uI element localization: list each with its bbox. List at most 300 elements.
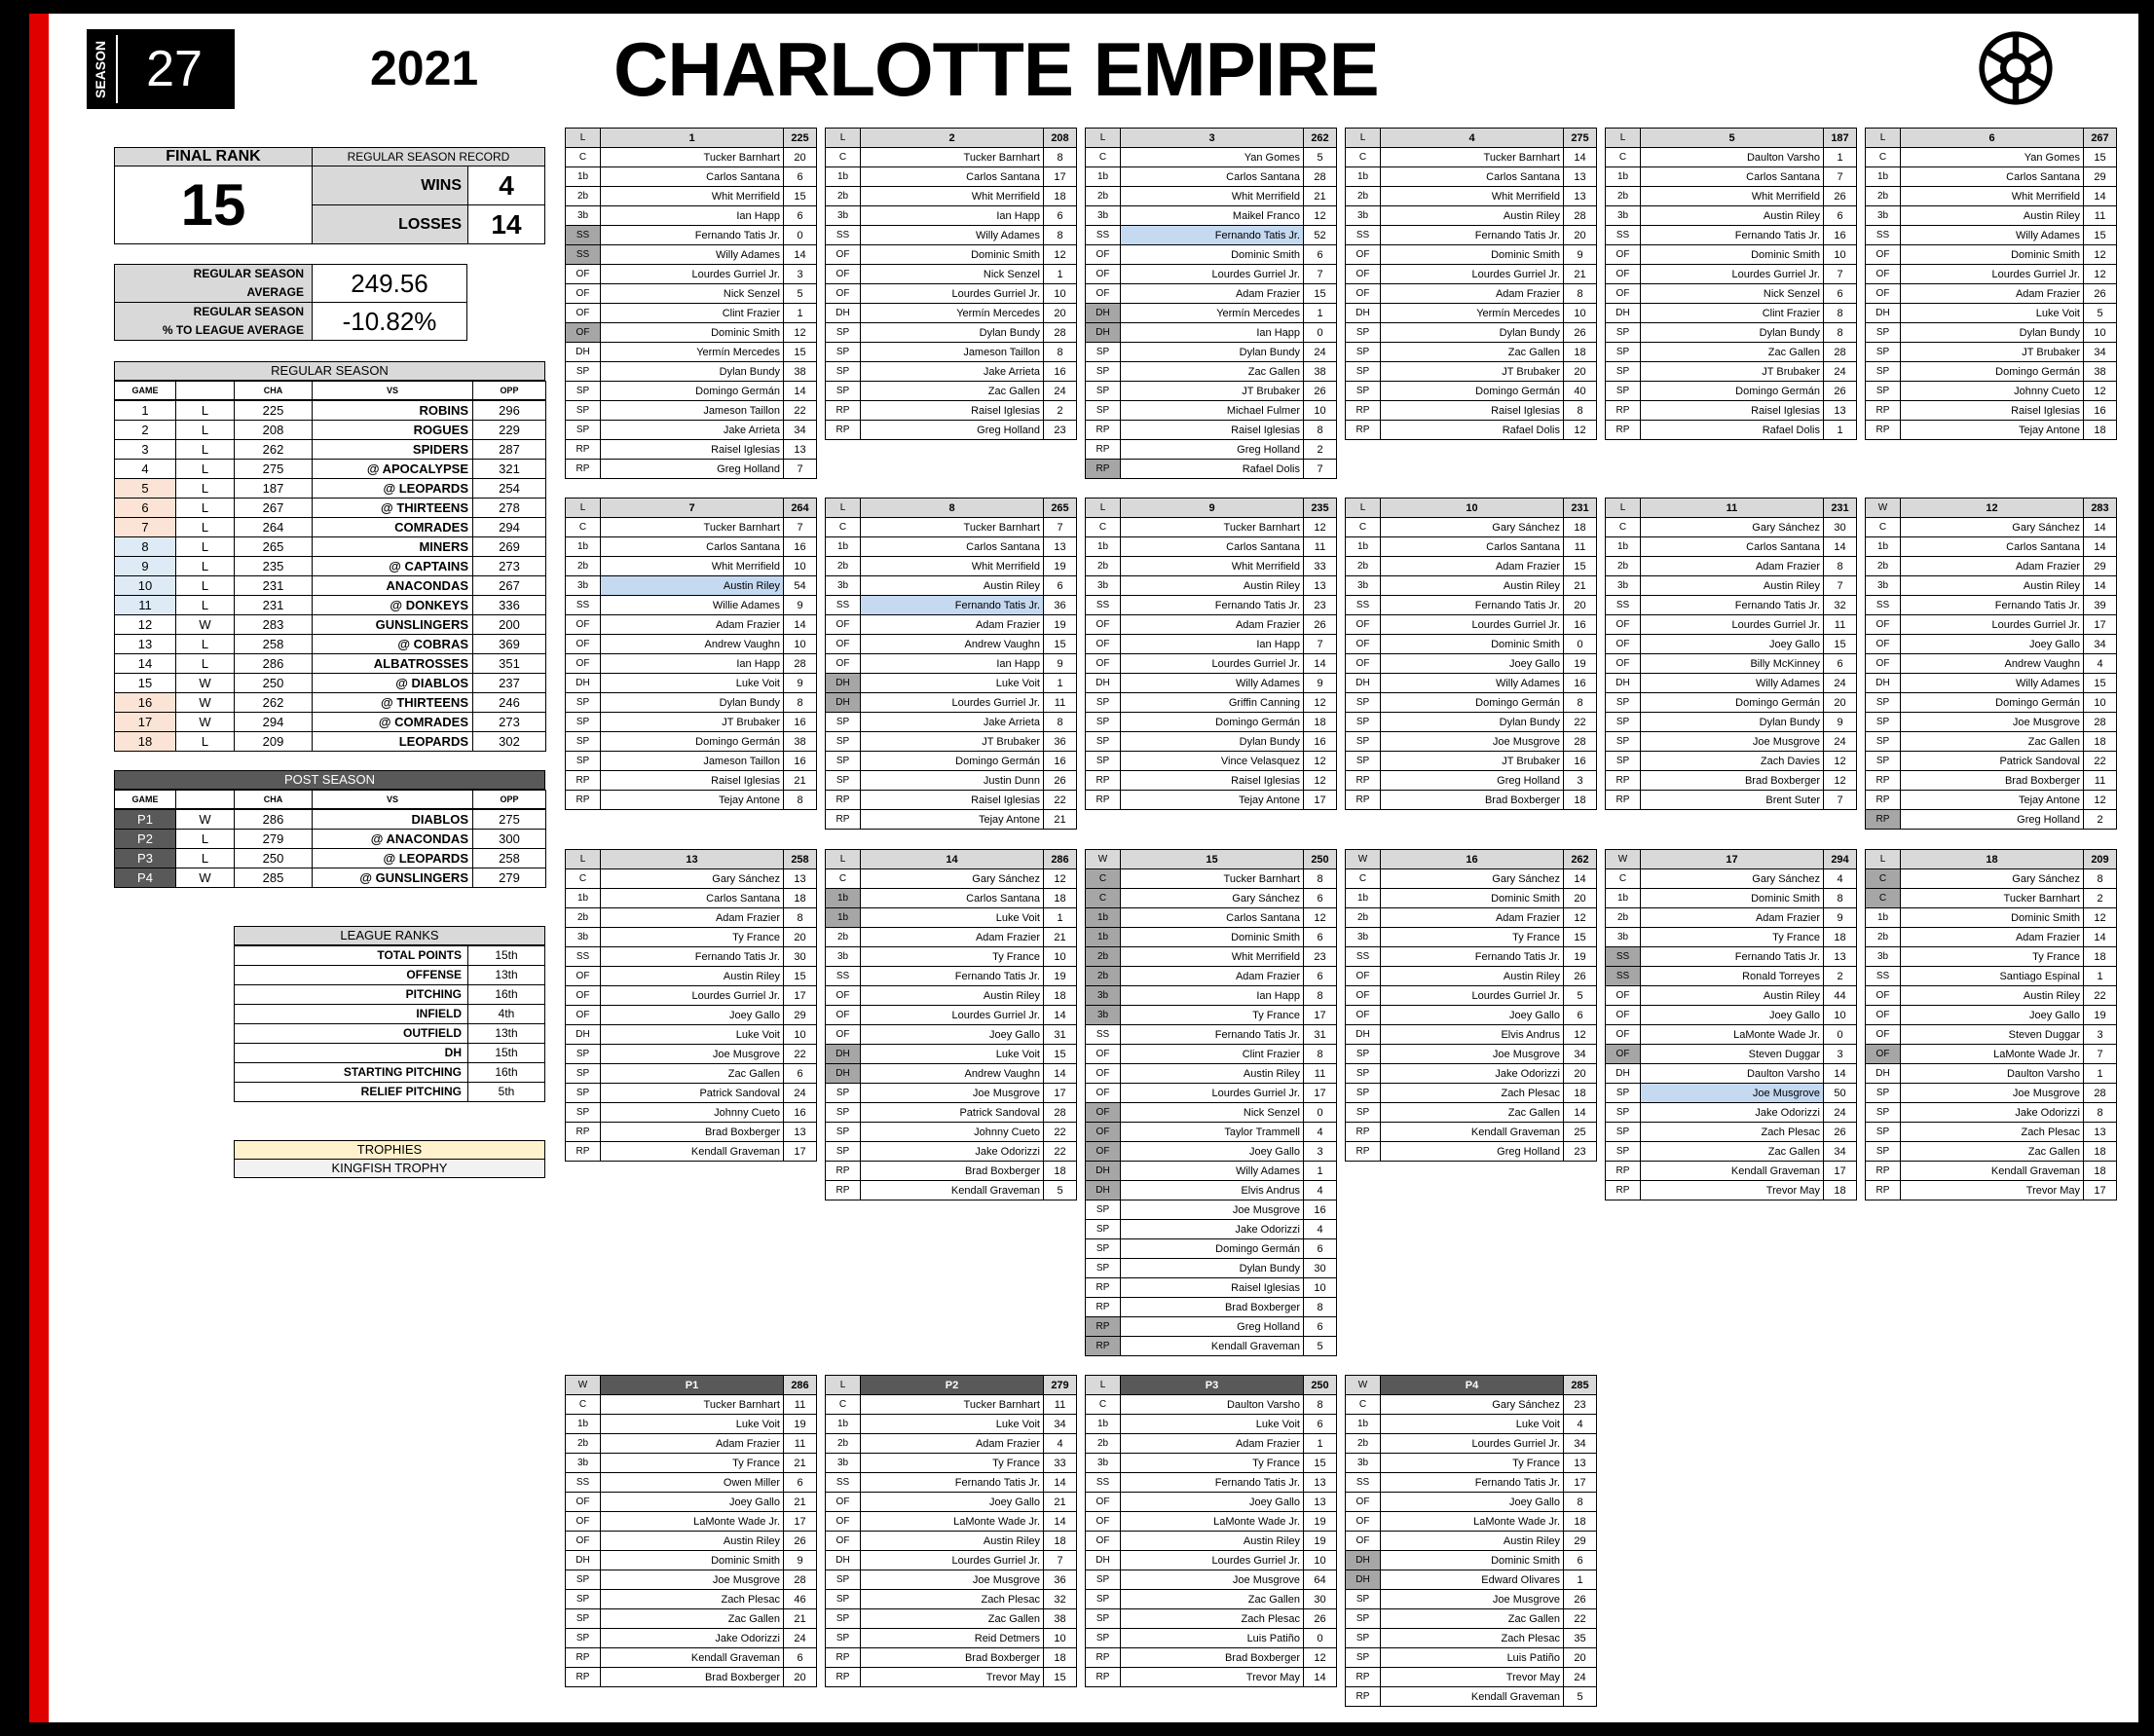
game-total: 209 [2084,850,2117,869]
game-number: 14 [114,653,176,674]
rank-category: PITCHING [234,984,468,1005]
position: 3b [1346,928,1381,947]
player-row [826,1045,1077,1064]
position: SP [566,713,601,732]
player-points: 7 [1824,167,1857,187]
player-points: 12 [784,323,817,343]
player-points: 19 [1044,557,1077,576]
player-row [1606,615,1857,635]
player-points: 2 [1824,967,1857,986]
player-name: Austin Riley [601,967,784,986]
player-name: Carlos Santana [1641,537,1824,557]
game-title: P4 [1381,1376,1564,1395]
game-total: 208 [1044,129,1077,148]
player-row [1346,1687,1597,1707]
player-points: 12 [1564,1025,1597,1045]
player-row [1086,226,1337,245]
opponent: @ COMRADES [312,712,473,732]
game-result: L [175,595,235,615]
player-name: Zac Gallen [861,382,1044,401]
player-row [826,167,1077,187]
player-name: Joey Gallo [1901,1006,2084,1025]
player-points: 1 [1564,1570,1597,1590]
player-name: Zac Gallen [1381,1609,1564,1629]
player-points: 29 [2084,557,2117,576]
player-row [826,986,1077,1006]
post-season-header: POST SEASON [114,770,545,790]
player-row [566,752,817,771]
player-name: Lourdes Gurriel Jr. [1121,265,1304,284]
player-row [1086,654,1337,674]
player-row [826,1064,1077,1084]
player-points: 28 [2084,713,2117,732]
player-points: 7 [1044,1551,1077,1570]
player-name: Whit Merrifield [1641,187,1824,206]
player-points: 0 [1564,635,1597,654]
game-result: L [175,829,235,849]
position: SP [1086,693,1121,713]
opp-score: 279 [472,868,546,888]
position: SP [826,382,861,401]
game-17-table [1605,849,1857,1200]
game-result-badge: L [1086,1376,1121,1395]
player-name: Ty France [1381,1454,1564,1473]
player-name: Austin Riley [1121,1064,1304,1084]
player-row [1866,1006,2117,1025]
position: SS [566,1473,601,1493]
position: SP [566,1590,601,1609]
player-name: Domingo Germán [1901,362,2084,382]
position: OF [826,265,861,284]
rank-category: STARTING PITCHING [234,1062,468,1083]
player-name: Joe Musgrove [1121,1200,1304,1220]
position: OF [1606,284,1641,304]
player-points: 14 [1304,1668,1337,1687]
player-name: Kendall Graveman [861,1181,1044,1200]
player-points: 4 [2084,654,2117,674]
position: SP [1346,1064,1381,1084]
player-row [826,537,1077,557]
player-points: 21 [784,1454,817,1473]
game-number: 1 [114,400,176,421]
player-name: Luke Voit [1381,1415,1564,1434]
player-row [1346,615,1597,635]
position: 3b [566,1454,601,1473]
game-total: 285 [1564,1376,1597,1395]
player-points: 10 [2084,693,2117,713]
game-title: 18 [1901,850,2084,869]
position: SP [826,771,861,791]
player-row [1086,440,1337,460]
player-points: 28 [784,1570,817,1590]
position: RP [1346,1142,1381,1162]
player-points: 12 [1304,693,1337,713]
player-name: Luke Voit [601,1415,784,1434]
player-points: 13 [1564,1454,1597,1473]
player-row [1346,1123,1597,1142]
opponent: GUNSLINGERS [312,614,473,635]
player-row [1086,1239,1337,1259]
player-row [1086,1142,1337,1162]
player-row [566,674,817,693]
player-row [1606,635,1857,654]
player-points: 16 [1044,362,1077,382]
player-points: 8 [1044,713,1077,732]
player-points: 6 [1304,889,1337,908]
player-points: 17 [784,1142,817,1162]
imperial-emblem-icon [1977,29,2055,107]
player-row [1606,1006,1857,1025]
player-name: Austin Riley [1901,206,2084,226]
position: SP [1086,362,1121,382]
player-row [1346,206,1597,226]
player-points: 7 [1044,518,1077,537]
position: 2b [1606,187,1641,206]
position: OF [1866,284,1901,304]
rank-category: INFIELD [234,1004,468,1024]
position: 3b [1606,206,1641,226]
player-points: 26 [1564,967,1597,986]
player-name: Lourdes Gurriel Jr. [1121,1084,1304,1103]
player-name: LaMonte Wade Jr. [601,1512,784,1532]
player-row [1606,1045,1857,1064]
player-row [826,1473,1077,1493]
player-row [1346,596,1597,615]
player-points: 15 [1824,635,1857,654]
position: C [1086,889,1121,908]
player-name: Raisel Iglesias [1121,1278,1304,1298]
player-points: 31 [1044,1025,1077,1045]
position: 1b [566,889,601,908]
player-row [1086,967,1337,986]
position: OF [1346,654,1381,674]
game-result: L [175,536,235,557]
player-points: 7 [784,460,817,479]
player-points: 18 [2084,732,2117,752]
player-row [566,382,817,401]
player-points: 12 [2084,791,2117,810]
player-row [1346,1512,1597,1532]
player-name: Fernando Tatis Jr. [1381,596,1564,615]
player-points: 34 [784,421,817,440]
player-row [1866,615,2117,635]
player-row [826,1395,1077,1415]
player-points: 34 [1044,1415,1077,1434]
player-name: Fernando Tatis Jr. [861,596,1044,615]
player-row [1866,791,2117,810]
player-name: Raisel Iglesias [1121,771,1304,791]
player-points: 6 [1824,284,1857,304]
player-points: 26 [1564,323,1597,343]
player-row [1606,732,1857,752]
game-title: 14 [861,850,1044,869]
player-name: Andrew Vaughn [601,635,784,654]
player-row [1346,1142,1597,1162]
player-points: 10 [1304,1551,1337,1570]
player-name: Fernando Tatis Jr. [1381,226,1564,245]
position: OF [1606,654,1641,674]
player-row [1866,187,2117,206]
position: 2b [566,557,601,576]
position: DH [1086,304,1121,323]
player-row [1606,791,1857,810]
player-name: Dylan Bundy [861,323,1044,343]
player-points: 38 [784,732,817,752]
player-row [1346,869,1597,889]
player-points: 1 [1044,908,1077,928]
player-points: 20 [1564,362,1597,382]
player-name: Domingo Germán [1901,693,2084,713]
position: OF [826,1006,861,1025]
player-row [566,654,817,674]
player-points: 23 [1304,596,1337,615]
player-points: 21 [784,1493,817,1512]
player-name: Ian Happ [1121,986,1304,1006]
player-name: Domingo Germán [601,382,784,401]
player-points: 13 [784,869,817,889]
player-row [566,557,817,576]
player-points: 22 [1044,791,1077,810]
position: RP [1346,1668,1381,1687]
position: SS [1086,1473,1121,1493]
player-row [1866,1025,2117,1045]
position: OF [1606,265,1641,284]
player-row [826,1609,1077,1629]
player-row [566,1512,817,1532]
game-total: 279 [1044,1376,1077,1395]
player-row [1346,362,1597,382]
avg-label [114,264,313,303]
player-row [1346,1064,1597,1084]
player-points: 14 [784,245,817,265]
col-opp-header: OPP [472,790,546,809]
position: OF [1606,635,1641,654]
player-points: 20 [784,928,817,947]
position: SP [1866,382,1901,401]
opponent: COMRADES [312,517,473,537]
player-points: 3 [2084,1025,2117,1045]
player-row [1086,1259,1337,1278]
game-title: 1 [601,129,784,148]
player-row [826,1512,1077,1532]
player-points: 1 [1824,421,1857,440]
game-result: L [175,575,235,596]
player-row [1866,401,2117,421]
player-name: Carlos Santana [1641,167,1824,187]
player-points: 28 [1564,732,1597,752]
position: SP [1866,752,1901,771]
player-name: Fernando Tatis Jr. [1121,1025,1304,1045]
cha-score: 285 [234,868,313,888]
player-row [826,1181,1077,1200]
player-points: 12 [2084,382,2117,401]
position: C [1086,148,1121,167]
player-points: 0 [1824,1025,1857,1045]
trophy-item: KINGFISH TROPHY [234,1159,545,1178]
player-name: Dylan Bundy [1381,713,1564,732]
position: OF [1086,615,1121,635]
player-name: Dylan Bundy [1641,323,1824,343]
player-points: 11 [1304,537,1337,557]
game-number: P2 [114,829,176,849]
position: SP [1346,1045,1381,1064]
player-name: Gary Sánchez [1121,889,1304,908]
position: 1b [566,167,601,187]
player-row [1346,674,1597,693]
player-name: Dominic Smith [1121,245,1304,265]
player-row [566,1045,817,1064]
cha-score: 231 [234,575,313,596]
opponent: ROGUES [312,420,473,440]
wins-label: WINS [312,166,468,205]
player-points: 18 [1044,187,1077,206]
player-points: 6 [784,167,817,187]
player-points: 7 [784,518,817,537]
player-name: Whit Merrifield [1121,947,1304,967]
position: OF [566,986,601,1006]
player-points: 15 [1044,1668,1077,1687]
player-row [1086,1200,1337,1220]
player-name: Dominic Smith [861,245,1044,265]
position: SS [826,1473,861,1493]
player-name: Michael Fulmer [1121,401,1304,421]
position: SP [1086,1220,1121,1239]
position: RP [1866,810,1901,830]
player-points: 7 [1304,265,1337,284]
opp-score: 351 [472,653,546,674]
player-row [1866,713,2117,732]
player-points: 24 [1044,382,1077,401]
player-row [1346,1434,1597,1454]
player-row [1866,810,2117,830]
position: SP [826,1084,861,1103]
player-name: Zach Plesac [1381,1629,1564,1648]
position: SP [826,752,861,771]
player-points: 18 [1044,1648,1077,1668]
player-row [1086,167,1337,187]
player-name: Willy Adames [1901,674,2084,693]
player-row [566,1648,817,1668]
position: SP [1866,732,1901,752]
player-name: Raisel Iglesias [1381,401,1564,421]
player-points: 6 [1304,245,1337,265]
player-row [826,1142,1077,1162]
player-row [1086,557,1337,576]
game-number: 3 [114,439,176,460]
player-row [1346,284,1597,304]
player-name: Elvis Andrus [1121,1181,1304,1200]
player-row [566,206,817,226]
position: C [826,1395,861,1415]
position: 3b [1346,1454,1381,1473]
player-row [1086,928,1337,947]
cha-score: 286 [234,809,313,830]
player-points: 1 [1824,148,1857,167]
game-8-table [825,498,1077,830]
position: OF [1346,1006,1381,1025]
player-name: Tejay Antone [601,791,784,810]
player-points: 15 [784,343,817,362]
player-row [826,596,1077,615]
player-name: Gary Sánchez [861,869,1044,889]
position: C [1346,518,1381,537]
player-name: Brad Boxberger [1641,771,1824,791]
player-points: 18 [2084,421,2117,440]
position: SS [1346,226,1381,245]
player-name: JT Brubaker [1381,362,1564,382]
player-name: Zac Gallen [1901,1142,2084,1162]
position: DH [1086,1181,1121,1200]
player-points: 21 [1044,810,1077,830]
cha-score: 235 [234,556,313,576]
position: 2b [1606,908,1641,928]
position: SP [1606,362,1641,382]
player-name: JT Brubaker [1901,343,2084,362]
position: SP [566,1064,601,1084]
player-name: Joe Musgrove [601,1570,784,1590]
player-name: Domingo Germán [1381,382,1564,401]
player-name: Austin Riley [861,986,1044,1006]
col-cha-header: CHA [234,790,313,809]
player-row [1606,148,1857,167]
player-row [566,986,817,1006]
player-row [826,1648,1077,1668]
game-result-badge: L [826,850,861,869]
player-points: 8 [1564,401,1597,421]
player-name: Tejay Antone [861,810,1044,830]
position: SS [566,947,601,967]
player-points: 10 [1824,245,1857,265]
player-row [1866,1181,2117,1200]
player-name: Tucker Barnhart [1121,518,1304,537]
position: SP [1346,1590,1381,1609]
player-row [1086,537,1337,557]
player-name: Joey Gallo [601,1493,784,1512]
game-11-table [1605,498,1857,810]
position: 1b [566,1415,601,1434]
position: 1b [1086,537,1121,557]
opponent: @ CAPTAINS [312,556,473,576]
avg-label-line2: AVERAGE [246,285,304,299]
player-row [1086,401,1337,421]
position: DH [826,674,861,693]
player-row [1346,791,1597,810]
player-name: Luke Voit [601,1025,784,1045]
player-name: Jake Odorizzi [601,1629,784,1648]
position: RP [1866,771,1901,791]
position: 2b [1086,947,1121,967]
season-label: SEASON [93,40,108,98]
position: RP [1086,1648,1121,1668]
player-row [1866,654,2117,674]
game-result: L [175,731,235,752]
position: SP [1086,1590,1121,1609]
position: 1b [826,167,861,187]
game-15-table [1085,849,1337,1356]
game-result: L [175,420,235,440]
player-points: 35 [1564,1629,1597,1648]
pct-label-line1: REGULAR SEASON [193,305,304,318]
player-row [1866,226,2117,245]
player-name: Carlos Santana [1381,537,1564,557]
player-row [1346,1493,1597,1512]
game-number: P4 [114,868,176,888]
player-row [566,635,817,654]
player-name: Jake Arrieta [861,362,1044,382]
player-row [1866,967,2117,986]
col-result-header [175,790,235,809]
player-row [566,713,817,732]
